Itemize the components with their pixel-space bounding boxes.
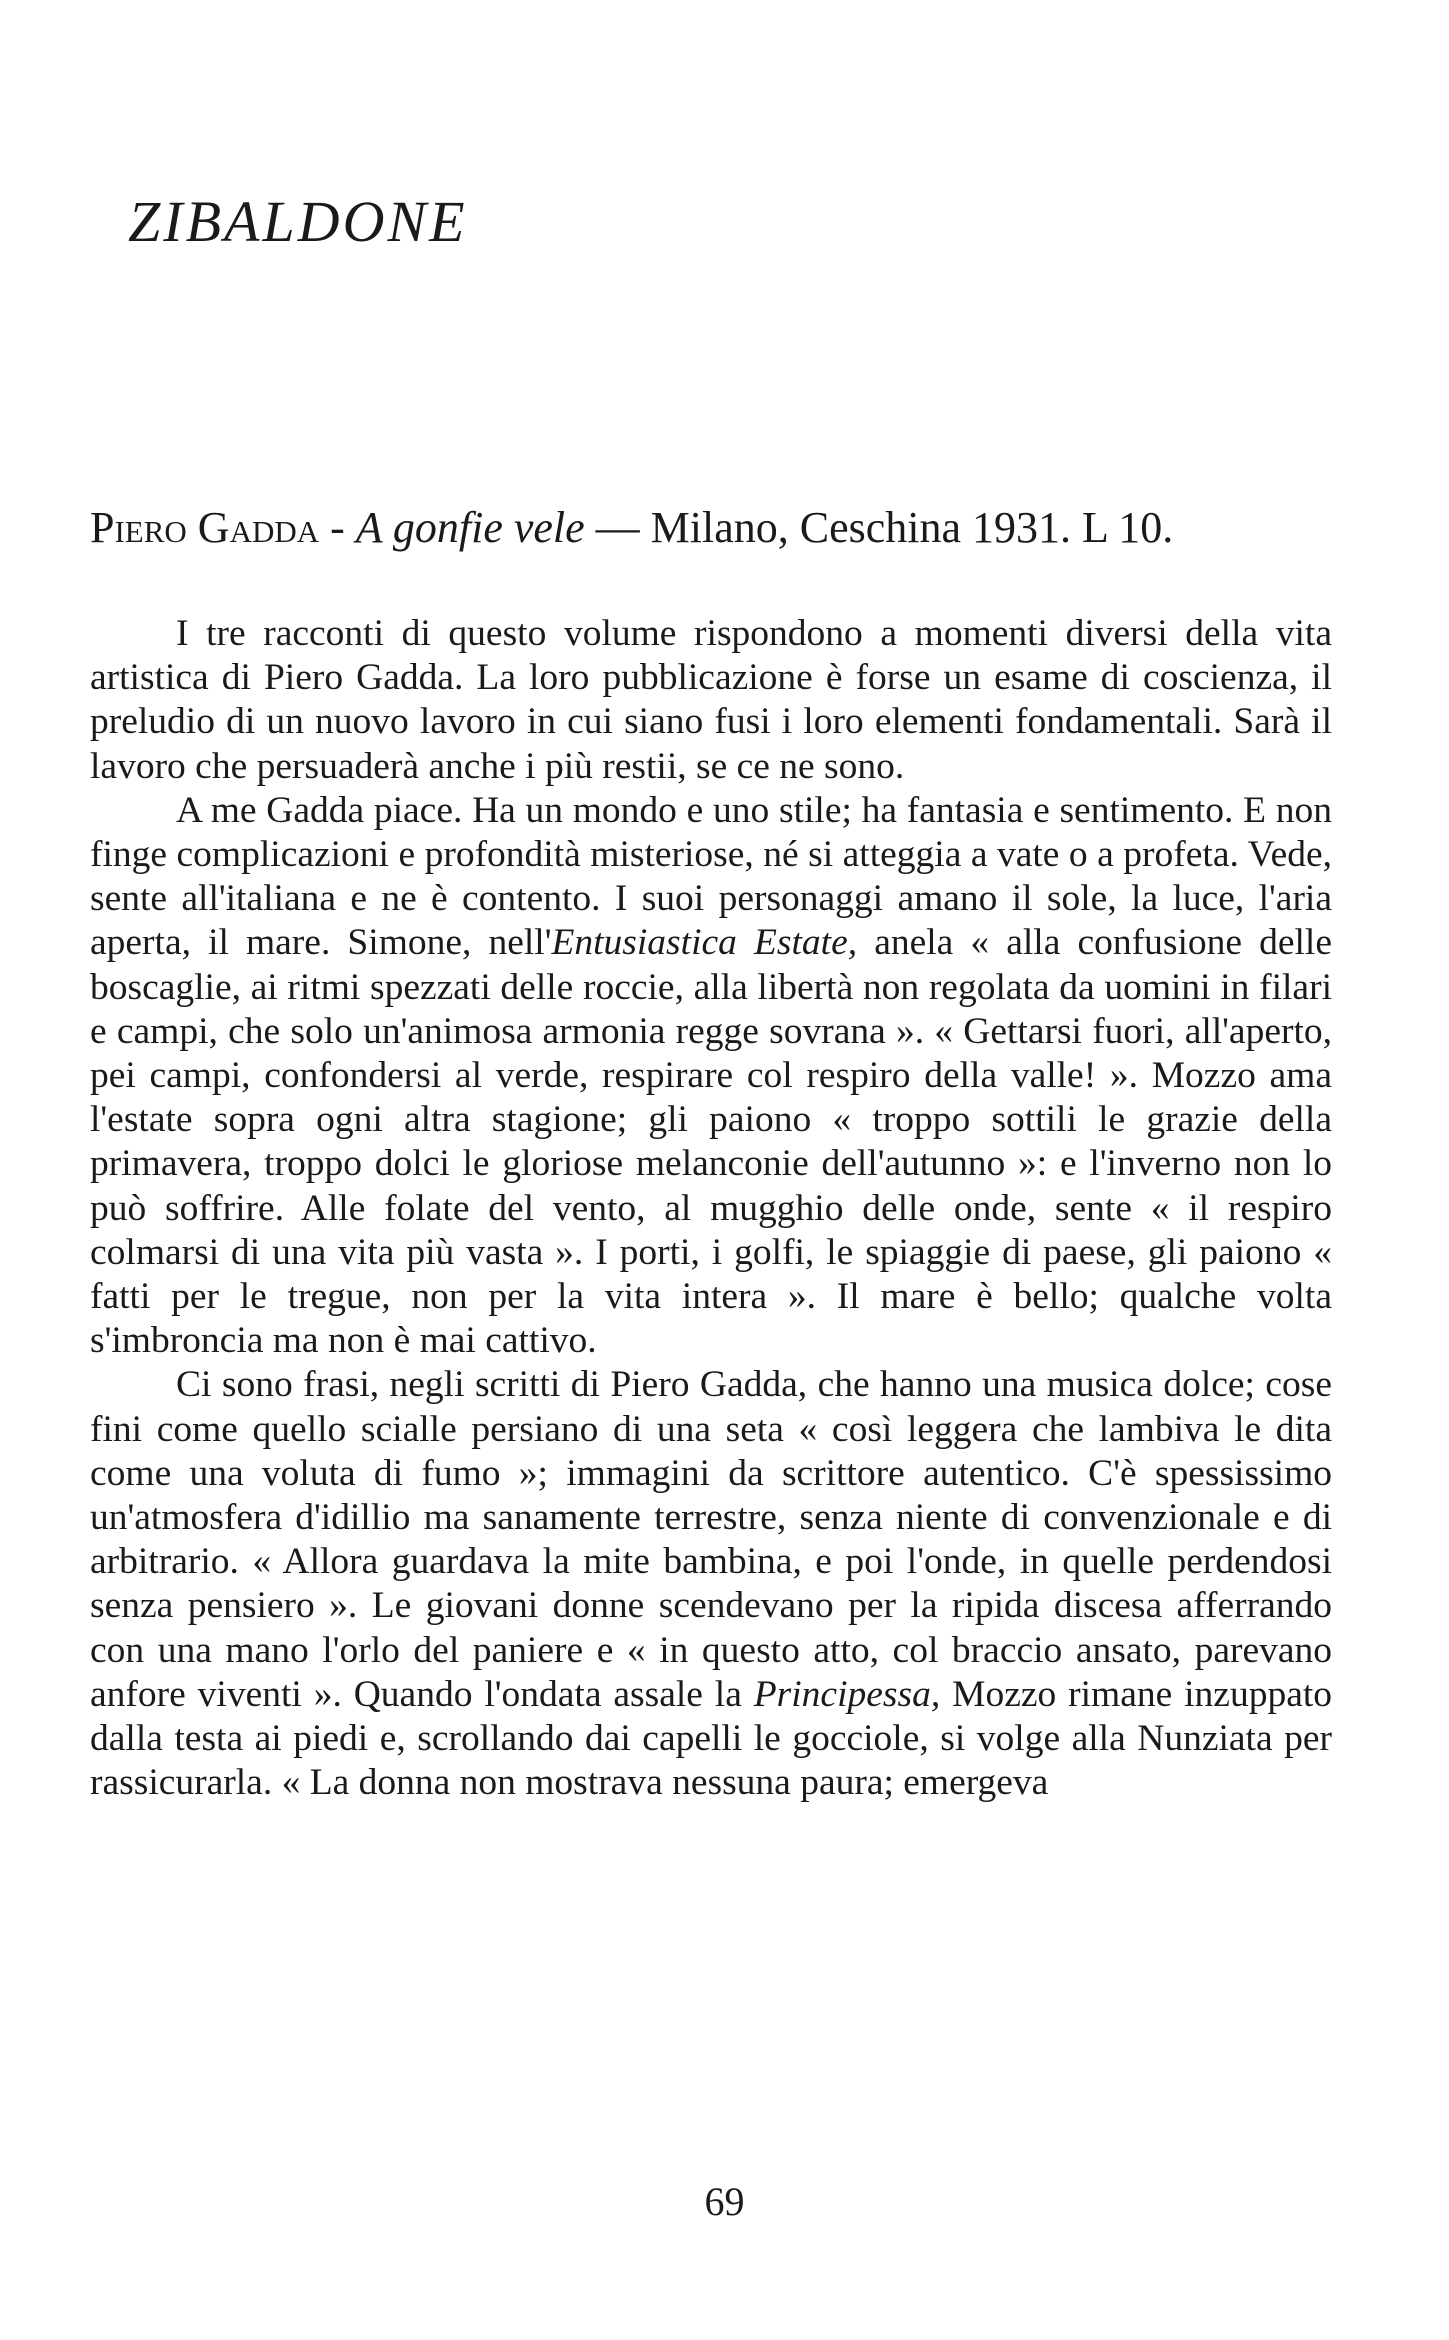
review-body: [90, 612, 1332, 1805]
review-author: Piero Gadda: [90, 503, 320, 552]
paragraph-2-part-a: A me Gadda piace. Ha un mondo e uno stile; ha fantasia e sentimento. E non finge complicazioni e profondità misteriose, né si atteggia a vate o a profeta. Vede, sente all'italiana e ne è contento. I suoi personaggi amano il sole, la luce, l'aria aperta, il mare. Simone, nell': [90, 789, 1332, 964]
paragraph-2-title-entusiastica-estate: Entusiastica Estate,: [551, 922, 858, 964]
paragraph-3: [90, 1363, 1332, 1805]
review-publication: Milano, Ceschina 1931. L 10.: [650, 503, 1174, 552]
paragraph-1: I tre racconti di questo volume rispondono a momenti diversi della vita artistica di Piero Gadda. La loro pubblicazione è forse un esame di coscienza, il preludio di un nuovo lavoro in cui siano fusi i loro elementi fondamentali. Sarà il lavoro che persuaderà anche i più restii, se ce ne sono.: [90, 613, 1332, 787]
section-title: ZIBALDONE: [128, 189, 468, 254]
review-work-title: A gonfie vele: [355, 503, 585, 552]
review-heading: [90, 498, 1332, 558]
heading-dash: —: [584, 503, 651, 552]
paragraph-3-title-principessa: Principessa,: [753, 1673, 941, 1715]
paragraph-3-part-b: Mozzo rimane inzuppato dalla testa ai piedi e, scrollando dai capelli le gocciole, si volge alla Nunziata per rassicurarla. « La donna non mostrava nessuna paura; emergeva: [90, 1673, 1333, 1804]
heading-separator: -: [319, 503, 356, 552]
paragraph-2-part-b: anela « alla confusione delle boscaglie, ai ritmi spezzati delle roccie, alla libertà non regolata da uomini in filari e campi, che solo un'animosa armonia regge sovrana ». « Gettarsi fuori, all'aperto, pei campi, confondersi al verde, respirare col respiro della valle! ». Mozzo ama l'estate sopra ogni altra stagione; gli paiono « troppo sottili le grazie della primavera, troppo dolci le gloriose melanconie dell'autunno »: e l'inverno non lo può soffrire. Alle folate del vento, al mugghio delle onde, sente « il respiro colmarsi di una vita più vasta ». I porti, i golfi, le spiaggie di paese, gli paiono « fatti per le tregue, non per la vita intera ». Il mare è bello; qualche volta s'imbroncia ma non è mai cattivo.: [90, 922, 1332, 1362]
page-number: 69: [704, 2179, 745, 2224]
paragraph-3-part-a: Ci sono frasi, negli scritti di Piero Gadda, che hanno una musica dolce; cose fini come quello scialle persiano di una seta « così leggera che lambiva le dita come una voluta di fumo »; immagini da scrittore autentico. C'è spessissimo un'atmosfera d'idillio ma sanamente terrestre, senza niente di convenzionale e di arbitrario. « Allora guardava la mite bambina, e poi l'onde, in quelle perdendosi senza pensiero ». Le giovani donne scendevano per la ripida discesa afferrando con una mano l'orlo del paniere e « in questo atto, col braccio ansato, parevano anfore viventi ». Quando l'ondata assale la: [90, 1364, 1332, 1715]
text-column: [90, 498, 1332, 1805]
paragraph-2: [90, 789, 1332, 1364]
